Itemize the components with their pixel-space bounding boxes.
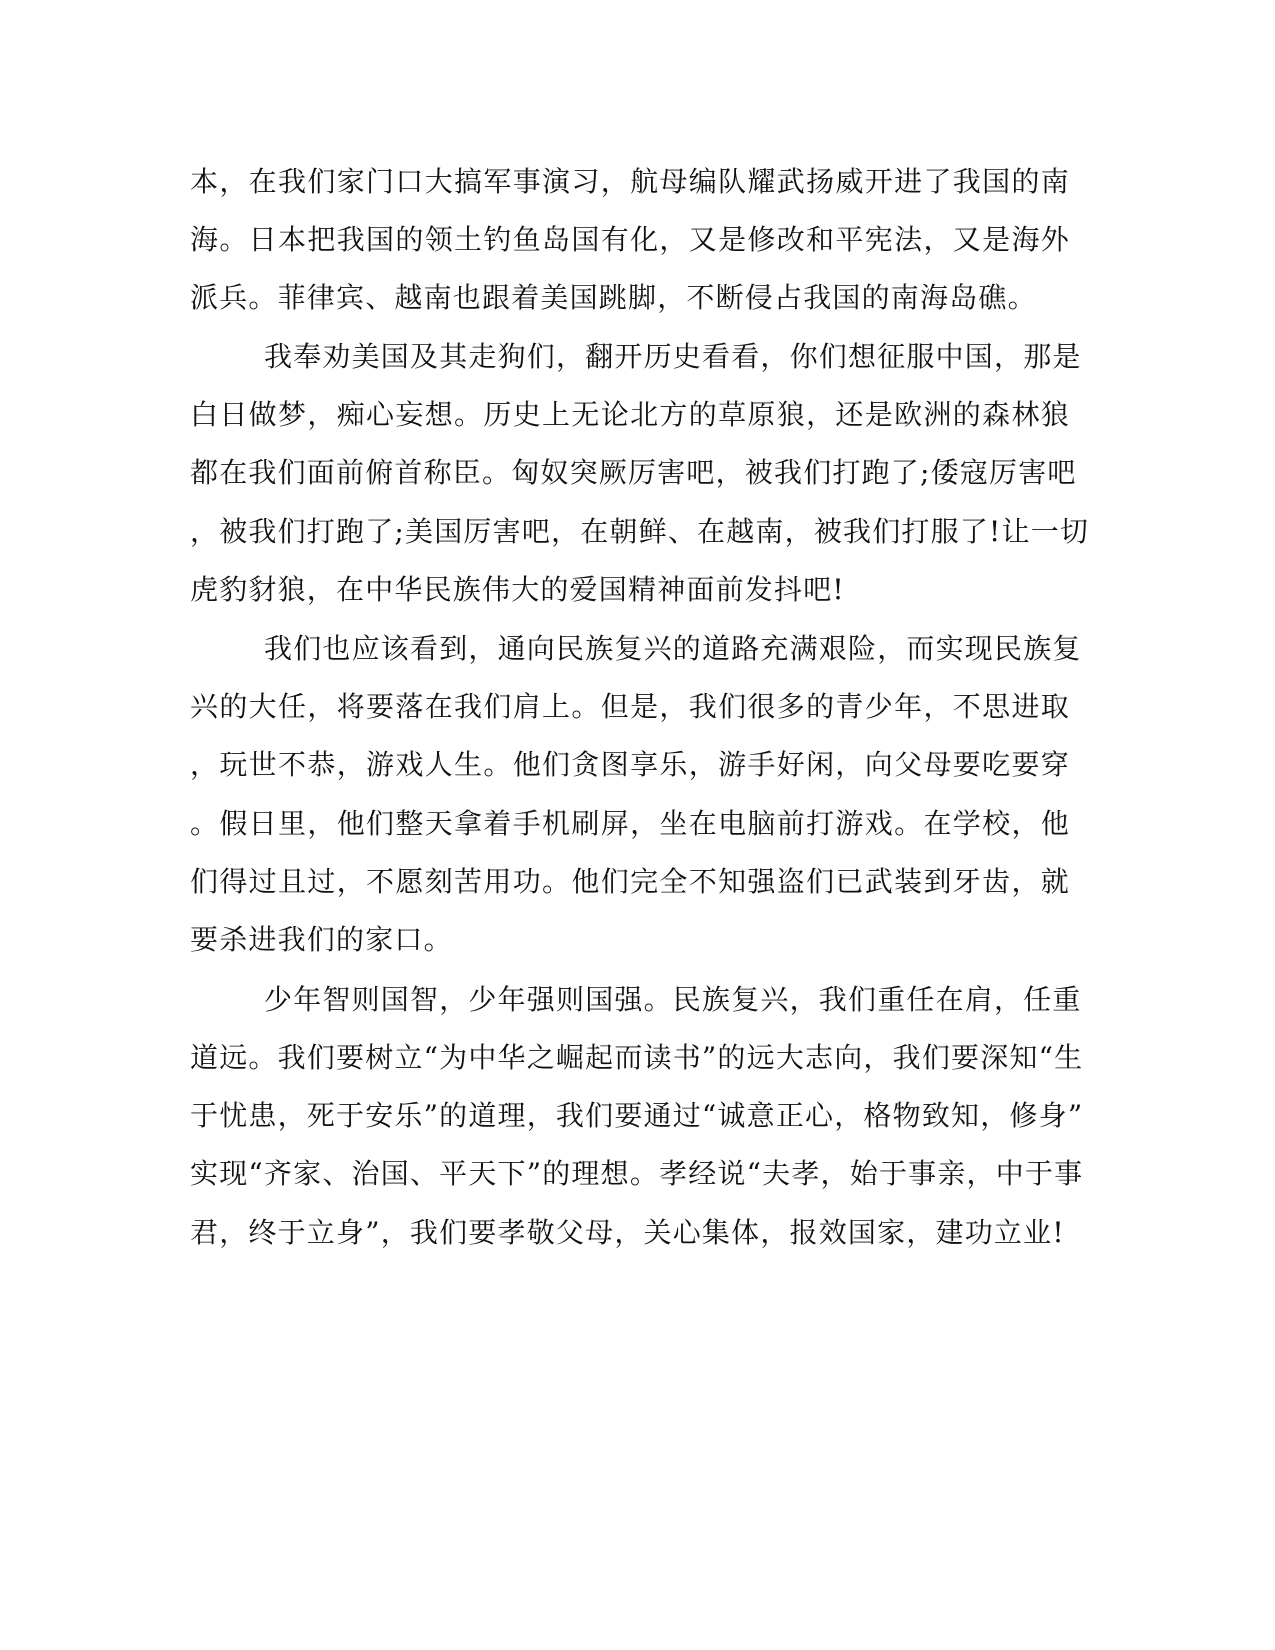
text-line: 派兵。菲律宾、越南也跟着美国跳脚，不断侵占我国的南海岛礁。 (190, 281, 1037, 314)
text-line: 君，终于立身”，我们要孝敬父母，关心集体，报效国家，建功立业! (190, 1216, 1065, 1249)
text-line: 都在我们面前俯首称臣。匈奴突厥厉害吧，被我们打跑了;倭寇厉害吧 (190, 456, 1077, 489)
text-line: ，玩世不恭，游戏人生。他们贪图享乐，游手好闲，向父母要吃要穿 (190, 748, 1070, 781)
text-line: 于忧患，死于安乐”的道理，我们要通过“诚意正心，格物致知，修身” (190, 1099, 1084, 1132)
text-line: 海。日本把我国的领土钓鱼岛国有化，又是修改和平宪法，又是海外 (190, 223, 1070, 256)
text-line: 要杀进我们的家口。 (190, 923, 453, 956)
paragraph-first-line: 我们也应该看到，通向民族复兴的道路充满艰险，而实现民族复 (264, 632, 1082, 665)
text-line: 白日做梦，痴心妄想。历史上无论北方的草原狼，还是欧洲的森林狼 (190, 398, 1070, 431)
text-line: 本，在我们家门口大搞军事演习，航母编队耀武扬威开进了我国的南 (190, 165, 1070, 198)
paragraph-first-line: 少年智则国智，少年强则国强。民族复兴，我们重任在肩，任重 (264, 983, 1082, 1016)
paragraph-first-line: 我奉劝美国及其走狗们，翻开历史看看，你们想征服中国，那是 (264, 340, 1082, 373)
text-line: 兴的大任，将要落在我们肩上。但是，我们很多的青少年，不思进取 (190, 690, 1070, 723)
text-line: 们得过且过，不愿刻苦用功。他们完全不知强盗们已武装到牙齿，就 (190, 865, 1070, 898)
text-line: 道远。我们要树立“为中华之崛起而读书”的远大志向，我们要深知“生 (190, 1041, 1084, 1074)
text-line: ，被我们打跑了;美国厉害吧，在朝鲜、在越南，被我们打服了!让一切 (190, 515, 1090, 548)
text-line: 实现“齐家、治国、平天下”的理想。孝经说“夫孝，始于事亲，中于事 (190, 1157, 1084, 1190)
text-line: 。假日里，他们整天拿着手机刷屏，坐在电脑前打游戏。在学校，他 (190, 807, 1070, 840)
text-line: 虎豹豺狼，在中华民族伟大的爱国精神面前发抖吧! (190, 573, 845, 606)
